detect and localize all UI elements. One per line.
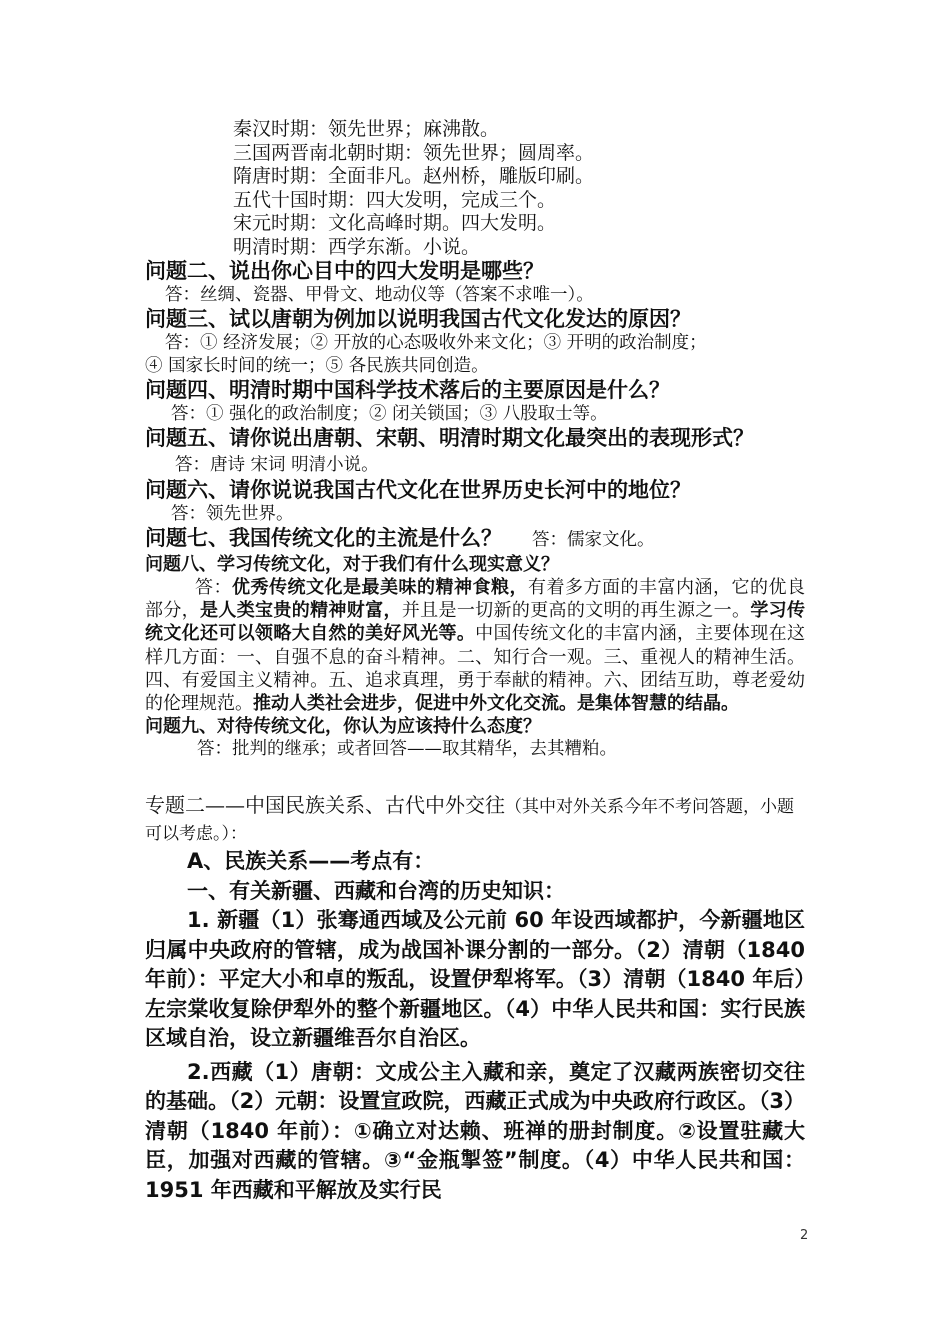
question-2: 问题二、说出你心目中的四大发明是哪些？: [145, 259, 544, 283]
section-gap: [145, 761, 805, 793]
answer-8-text-3: 中国传统文化的丰富内涵，主要体现在这样几方面：一、自强不息的奋斗精神。二、知行合一观。三、重视人的精神生活。四、有爱国主义精神。五、追求真理，勇于奉献的精神。六、团结互助，尊老爱幼的伦理规范。: [145, 623, 805, 715]
answer-8-bold-1: 优秀传统文化是最美味的精神食粮，: [232, 577, 528, 598]
answer-8-bold-3: 学习传统文化还可以领略大自然的美好风光等。: [145, 600, 806, 645]
answer-4: 答：① 强化的政治制度；② 闭关锁国；③ 八股取士等。: [171, 404, 608, 424]
topic-2-note: （其中对外关系今年不考问答题，小题可以考虑。）：: [145, 797, 794, 845]
question-3: 问题三、试以唐朝为例加以说明我国古代文化发达的原因？: [145, 307, 691, 331]
question-4: 问题四、明清时期中国科学技术落后的主要原因是什么？: [145, 378, 670, 402]
xinjiang-paragraph: 1. 新疆（1）张骞通西域及公元前 60 年设西域都护，今新疆地区归属中央政府的管辖，成为战国补课分割的一部分。（2）清朝（1840 年前）：平定大小和卓的叛乱，设置伊犁将军。（3）清朝（1840 年后）左宗棠收复除伊犁外的整个新疆地区。（4）中华人民共和国：实行民族区域自治，设立新疆维吾尔自治区。: [145, 908, 805, 1051]
answer-8-prefix: 答：: [195, 577, 232, 598]
question-5: [145, 426, 805, 478]
answer-8-text-2: 并且是一切新的更高的文明的再生源之一。: [401, 600, 751, 622]
page-content: [145, 118, 805, 1205]
era-line: 明清时期：西学东渐。小说。: [233, 235, 481, 258]
question-7-text: 问题七、我国传统文化的主流是什么？: [145, 526, 502, 550]
era-line: 隋唐时期：全面非凡。赵州桥，雕版印刷。: [233, 165, 595, 187]
answer-8-bold-4: 推动人类社会进步，促进中外文化交流。是集体智慧的结晶。: [253, 693, 739, 715]
answer-5: 答：唐诗 宋词 明清小说。: [175, 455, 379, 475]
era-line: 三国两晋南北朝时期：领先世界；圆周率。: [233, 141, 595, 164]
topic-2-heading: [145, 793, 805, 847]
answer-6: 答：领先世界。: [171, 504, 294, 524]
answer-3-line-2: ④ 国家长时间的统一；⑤ 各民族共同创造。: [145, 356, 489, 376]
topic-2-title: 专题二——中国民族关系、古代中外交往: [145, 793, 505, 818]
era-line: 宋元时期：文化高峰时期。四大发明。: [233, 212, 557, 234]
era-line: 五代十国时期：四大发明，完成三个。: [233, 188, 557, 211]
tibet-paragraph: 2.西藏（1）唐朝：文成公主入藏和亲，奠定了汉藏两族密切交往的基础。（2）元朝：设置宣政院，西藏正式成为中央政府行政区。（3）清朝（1840 年前）：①确立对达赖、班禅的册封制度。②设置驻藏大臣，加强对西藏的管辖。③“金瓶掣签”制度。（4）中华人民共和国：1951 年西藏和平解放及实行民: [145, 1059, 805, 1202]
section-a-heading: A、民族关系——考点有：: [187, 849, 435, 874]
question-6: 问题六、请你说说我国古代文化在世界历史长河中的地位？: [145, 478, 691, 502]
question-7: [145, 526, 805, 553]
answer-8: [145, 576, 805, 715]
era-line: 秦汉时期：领先世界；麻沸散。: [233, 118, 500, 140]
answer-9: 答：批判的继承；或者回答——取其精华，去其糟粕。: [197, 739, 617, 760]
answer-3-line-1: 答：① 经济发展；② 开放的心态吸收外来文化；③ 开明的政治制度；: [165, 333, 707, 353]
answer-7: 答：儒家文化。: [532, 530, 655, 550]
question-9: 问题九、对待传统文化，你认为应该持什么态度？: [145, 716, 541, 738]
answer-8-bold-2: 是人类宝贵的精神财富，: [200, 600, 402, 622]
answer-2: 答：丝绸、瓷器、甲骨文、地动仪等（答案不求唯一）。: [165, 285, 594, 305]
section-a-subheading: 一、有关新疆、西藏和台湾的历史知识：: [187, 878, 565, 903]
question-8: 问题八、学习传统文化，对于我们有什么现实意义？: [145, 554, 559, 575]
page-number: 2: [800, 1228, 809, 1243]
question-5-text: 问题五、请你说出唐朝、宋朝、明清时期文化最突出的表现形式？: [145, 426, 754, 450]
answer-8-text-1: 有着多方面的丰富内涵，它的优良部分，: [145, 577, 805, 622]
era-list: [145, 118, 805, 259]
